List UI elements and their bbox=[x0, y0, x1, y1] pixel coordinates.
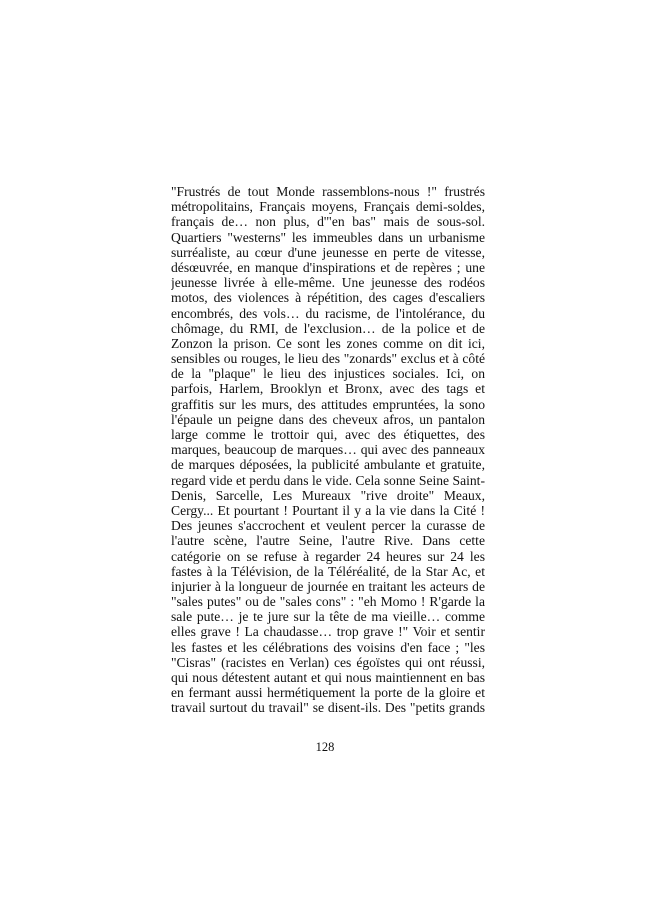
text-line: elles grave ! La chaudasse… trop grave !" Voir et sentir bbox=[171, 624, 485, 640]
text-line: encombrés, des vols… du racisme, de l'intolérance, du bbox=[171, 305, 485, 321]
text-line: l'autre scène, l'autre Seine, l'autre Rive. Dans cette bbox=[171, 533, 485, 549]
text-line: regard vide et perdu dans le vide. Cela sonne Seine Saint- bbox=[171, 472, 485, 488]
text-line: catégorie on se refuse à regarder 24 heures sur 24 les bbox=[171, 548, 485, 564]
text-line: "sales putes" ou de "sales cons" : "eh Momo ! R'garde la bbox=[171, 594, 485, 610]
text-line: en fermant aussi hermétiquement la porte de la gloire et bbox=[171, 685, 485, 701]
text-line: sale pute… je te jure sur la tête de ma vieille… comme bbox=[171, 609, 485, 625]
text-line: "Frustrés de tout Monde rassemblons-nous !" frustrés bbox=[171, 184, 485, 199]
text-line: l'épaule un peigne dans des cheveux afros, un pantalon bbox=[171, 411, 485, 427]
text-line: fastes à la Télévision, de la Téléréalité, de la Star Ac, et bbox=[171, 563, 485, 579]
page-number: 128 bbox=[315, 740, 335, 754]
text-line: de la "plaque" le lieu des injustices sociales. Ici, on bbox=[171, 366, 485, 382]
text-line: marques, beaucoup de marques… qui avec des panneaux bbox=[171, 442, 485, 458]
text-line: travail surtout du travail" se disent-ils. Des "petits grands bbox=[171, 700, 485, 716]
text-line: injurier à la longueur de journée en traitant les acteurs de bbox=[171, 578, 485, 594]
text-line: Zonzon la prison. Ce sont les zones comme on dit ici, bbox=[171, 335, 485, 351]
text-line: les fastes et les célébrations des voisins d'en face ; "les bbox=[171, 639, 485, 655]
text-line: Denis, Sarcelle, Les Mureaux "rive droite" Meaux, bbox=[171, 487, 485, 503]
text-line: Des jeunes s'accrochent et veulent percer la curasse de bbox=[171, 518, 485, 534]
text-line: jeunesse livrée à elle-même. Une jeunesse des rodéos bbox=[171, 275, 485, 291]
text-line: Quartiers "westerns" les immeubles dans un urbanisme bbox=[171, 229, 485, 245]
text-line: large comme le trottoir qui, avec des étiquettes, des bbox=[171, 427, 485, 442]
text-line: français de… non plus, d'"en bas" mais de sous-sol. bbox=[171, 214, 485, 230]
text-line: de marques déposées, la publicité ambulante et gratuite, bbox=[171, 457, 485, 473]
text-line: qui nous détestent autant et qui nous maintiennent en bas bbox=[171, 670, 485, 685]
text-line: sensibles ou rouges, le lieu des "zonards" exclus et à côté bbox=[171, 351, 485, 367]
text-line: surréaliste, au cœur d'une jeunesse en perte de vitesse, bbox=[171, 244, 485, 260]
text-line: métropolitains, Français moyens, Français demi-soldes, bbox=[171, 199, 485, 215]
text-line: parfois, Harlem, Brooklyn et Bronx, avec des tags et bbox=[171, 381, 485, 397]
text-line: "Cisras" (racistes en Verlan) ces égoïstes qui ont réussi, bbox=[171, 654, 485, 670]
text-line: chômage, du RMI, de l'exclusion… de la police et de bbox=[171, 320, 485, 336]
text-line: graffitis sur les murs, des attitudes empruntées, la sono bbox=[171, 396, 485, 412]
text-line: Cergy... Et pourtant ! Pourtant il y a la vie dans la Cité ! bbox=[171, 502, 485, 518]
body-text bbox=[171, 184, 485, 716]
text-line: motos, des violences à répétition, des cages d'escaliers bbox=[171, 290, 485, 306]
text-line: désœuvrée, en manque d'inspirations et de repères ; une bbox=[171, 259, 485, 275]
